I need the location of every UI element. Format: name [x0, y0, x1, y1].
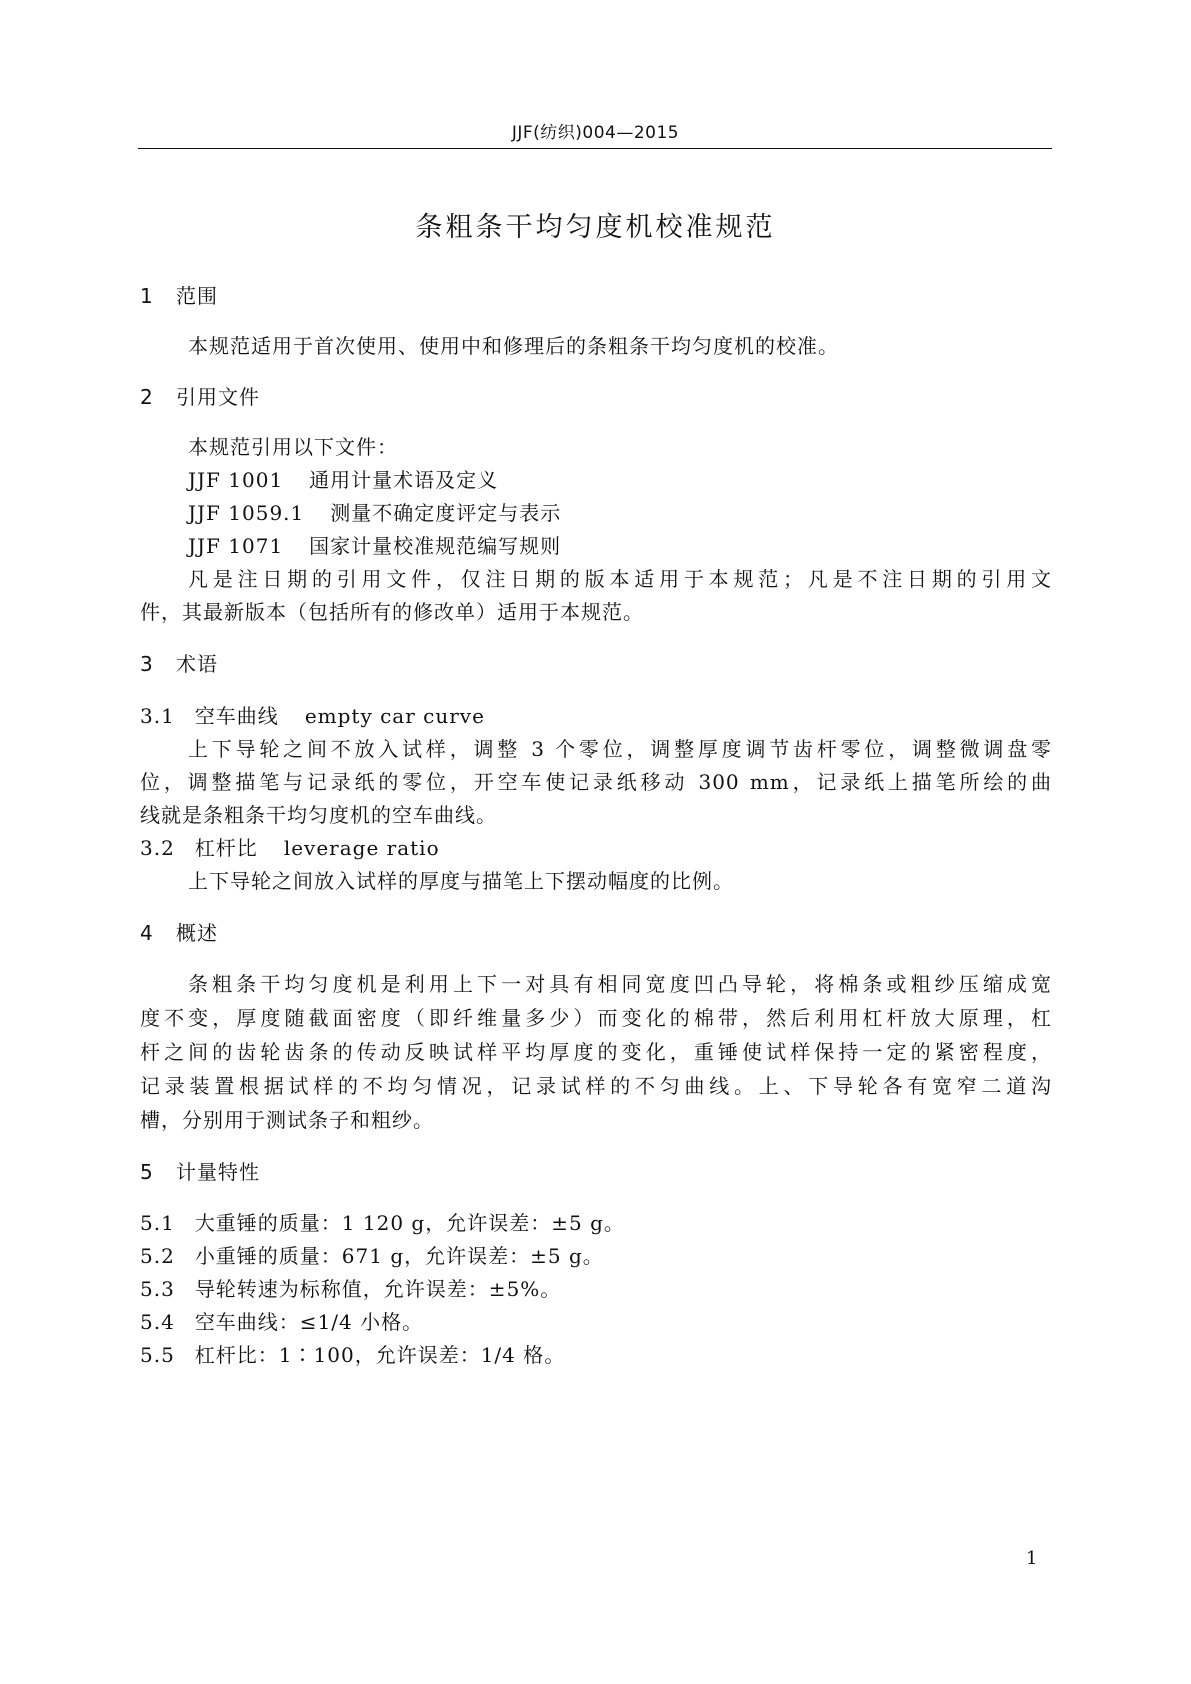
section-2-heading: [140, 381, 260, 410]
section-4-body-line: 槽，分别用于测试条子和粗纱。: [140, 1108, 434, 1132]
section-2-intro: 本规范引用以下文件：: [188, 435, 398, 459]
term-3-1-heading: [140, 700, 485, 729]
spec-number: 5.5: [140, 1343, 175, 1367]
section-4-body-line: 杆之间的齿轮齿条的传动反映试样平均厚度的变化，重锤使试样保持一定的紧密程度，: [140, 1040, 1052, 1064]
header-rule: [138, 148, 1052, 149]
term-name: 杠杆比: [194, 836, 258, 860]
spec-text: 小重锤的质量：671 g，允许误差：±5 g。: [194, 1244, 604, 1268]
reference-code: JJF 1059.1: [188, 501, 305, 525]
reference-item: [188, 530, 561, 559]
reference-item: [188, 464, 498, 493]
term-3-1-definition-line: 位，调整描笔与记录纸的零位，开空车使记录纸移动 300 mm，记录纸上描笔所绘的曲: [140, 770, 1052, 794]
term-3-1-definition-line: 线就是条粗条干均匀度机的空车曲线。: [140, 803, 497, 827]
term-3-2-heading: [140, 832, 440, 861]
reference-name: 通用计量术语及定义: [309, 468, 499, 492]
section-title: 概述: [176, 921, 218, 945]
document-title: 条粗条干均匀度机校准规范: [415, 212, 776, 243]
section-5-heading: [140, 1156, 260, 1185]
term-number: 3.2: [140, 836, 175, 860]
section-2-note-line: 凡是注日期的引用文件，仅注日期的版本适用于本规范；凡是不注日期的引用文: [188, 567, 1052, 591]
term-english: leverage ratio: [283, 836, 440, 860]
spec-number: 5.1: [140, 1211, 175, 1235]
term-3-1-definition-line: 上下导轮之间不放入试样，调整 3 个零位，调整厚度调节齿杆零位，调整微调盘零: [188, 737, 1052, 761]
section-4-body-line: 记录装置根据试样的不均匀情况，记录试样的不匀曲线。上、下导轮各有宽窄二道沟: [140, 1074, 1052, 1098]
spec-number: 5.2: [140, 1244, 175, 1268]
term-name: 空车曲线: [194, 704, 279, 728]
term-3-2-definition-line: 上下导轮之间放入试样的厚度与描笔上下摆动幅度的比例。: [188, 869, 734, 893]
reference-name: 国家计量校准规范编写规则: [309, 534, 562, 558]
section-1-heading: [140, 280, 218, 309]
spec-text: 空车曲线：≤1/4 小格。: [194, 1310, 424, 1334]
section-4-body-line: 条粗条干均匀度机是利用上下一对具有相同宽度凹凸导轮，将棉条或粗纱压缩成宽: [188, 972, 1052, 996]
page-number: 1: [1026, 1548, 1038, 1569]
spec-text: 大重锤的质量：1 120 g，允许误差：±5 g。: [194, 1211, 625, 1235]
section-title: 范围: [176, 284, 218, 308]
spec-number: 5.3: [140, 1277, 175, 1301]
section-1-body: 本规范适用于首次使用、使用中和修理后的条粗条干均匀度机的校准。: [188, 334, 839, 358]
term-english: empty car curve: [304, 704, 485, 728]
section-number: 4: [140, 921, 154, 945]
section-number: 1: [140, 284, 154, 308]
section-number: 2: [140, 385, 154, 409]
term-number: 3.1: [140, 704, 175, 728]
spec-item: [140, 1240, 604, 1269]
reference-code: JJF 1071: [188, 534, 284, 558]
section-number: 3: [140, 652, 154, 676]
spec-item: [140, 1339, 565, 1368]
spec-item: [140, 1207, 625, 1236]
spec-text: 导轮转速为标称值，允许误差：±5%。: [194, 1277, 562, 1301]
section-4-body-line: 度不变，厚度随截面密度（即纤维量多少）而变化的棉带，然后利用杠杆放大原理，杠: [140, 1006, 1052, 1030]
section-title: 术语: [176, 652, 218, 676]
spec-text: 杠杆比：1∶100，允许误差：1/4 格。: [194, 1343, 566, 1367]
section-3-heading: [140, 648, 218, 677]
section-4-heading: [140, 917, 218, 946]
spec-item: [140, 1306, 423, 1335]
spec-item: [140, 1273, 561, 1302]
section-number: 5: [140, 1160, 154, 1184]
spec-number: 5.4: [140, 1310, 175, 1334]
reference-code: JJF 1001: [188, 468, 284, 492]
section-2-note-line: 件，其最新版本（包括所有的修改单）适用于本规范。: [140, 600, 644, 624]
section-title: 引用文件: [176, 385, 260, 409]
section-title: 计量特性: [176, 1160, 260, 1184]
reference-name: 测量不确定度评定与表示: [330, 501, 562, 525]
reference-item: [188, 497, 561, 526]
running-header: JJF(纺织)004—2015: [511, 123, 680, 143]
